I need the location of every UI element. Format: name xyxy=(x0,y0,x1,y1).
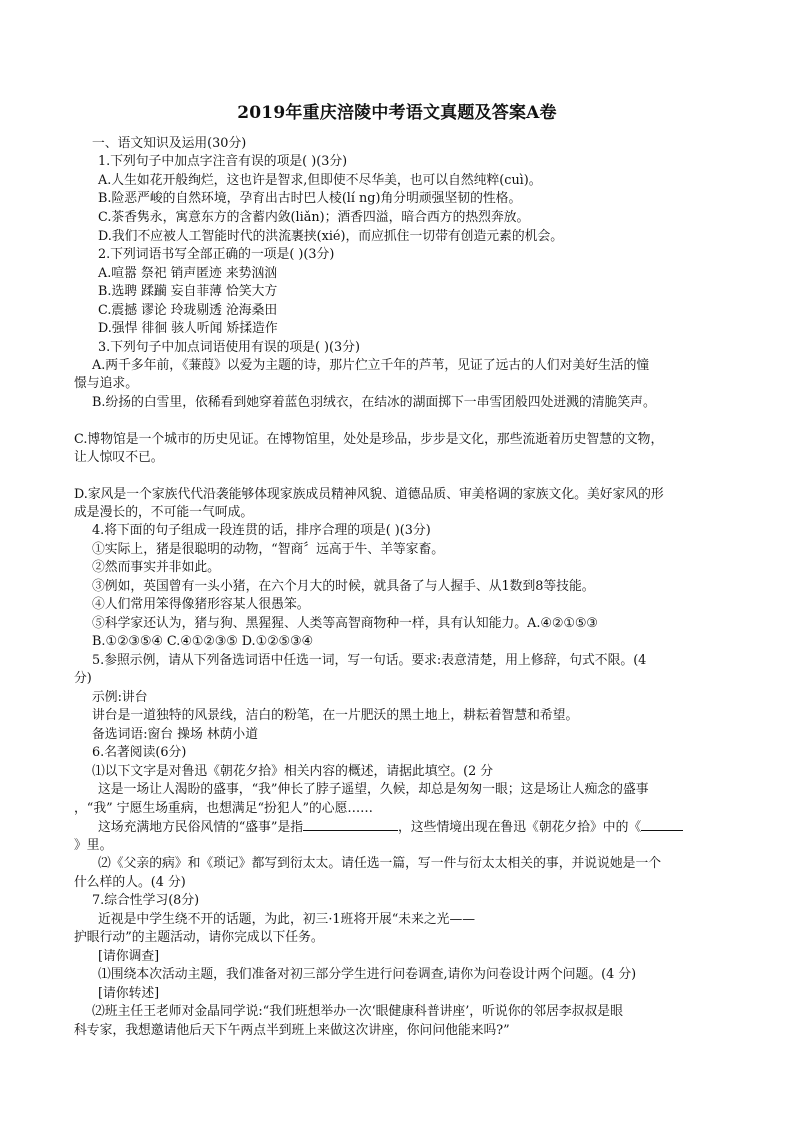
question-2-option-a: A.喧嚣 祭祀 销声匿迹 来势汹汹 xyxy=(98,266,278,281)
question-6-fill-line xyxy=(98,818,683,837)
question-5-word-choices: 备选词语:窗台 操场 林荫小道 xyxy=(92,727,259,742)
section-heading: 一、语文知识及运用(30分) xyxy=(92,136,247,151)
question-3-option-b: B.纷扬的白雪里，依稀看到她穿着蓝色羽绒衣，在结冰的湖面掷下一串雪团般四处迸溅的清脆笑声。 xyxy=(92,395,656,410)
question-4-sentence-5: ⑤科学家还认为，猪与狗、黑猩猩、人类等高智商物种一样，具有认知能力。A.④②①⑤③ xyxy=(92,616,598,631)
question-6-fill-line-end: 》里。 xyxy=(74,838,113,853)
question-3-option-a-cont: 憬与追求。 xyxy=(74,376,138,391)
question-2-option-c: C.震撼 谬论 玲珑剔透 沧海桑田 xyxy=(98,303,278,318)
question-3-option-d-cont: 成是漫长的，不可能一气呵成。 xyxy=(74,505,254,520)
question-3-stem: 3.下列句子中加点词语使用有误的项是( )(3分) xyxy=(98,340,360,355)
question-2-option-b: B.选聘 蹂躏 妄自菲薄 恰笑大方 xyxy=(98,284,278,299)
question-3-option-a: A.两千多年前，《蒹葭》以爱为主题的诗，那片伫立千年的芦苇，见证了远古的人们对美好生活的憧 xyxy=(92,358,650,373)
question-5-stem: 5.参照示例，请从下列备选词语中任选一词，写一句话。要求:表意清楚，用上修辞，句式不限。(4 xyxy=(92,653,647,668)
question-4-sentence-1: ①实际上，猪是很聪明的动物，“智商〞远高于牛、羊等家畜。 xyxy=(92,542,445,557)
question-7-survey-task: ⑴围绕本次活动主题，我们准备对初三部分学生进行问卷调查,请你为问卷设计两个问题。(4 分) xyxy=(98,967,637,982)
question-6-stem: 6.名著阅读(6分) xyxy=(92,745,187,760)
question-7-relay-label: [请你转述] xyxy=(98,986,160,1001)
question-1-option-d: D.我们不应被人工智能时代的洪流裹挟(xié)，而应抓住一切带有创造元素的机会。 xyxy=(98,229,564,244)
question-5-stem-cont: 分) xyxy=(74,671,92,686)
question-4-options: B.①②③⑤④ C.④①②③⑤ D.①②⑤③④ xyxy=(92,634,313,649)
question-5-example-label: 示例:讲台 xyxy=(92,690,148,705)
question-7-survey-label: [请你调查] xyxy=(98,949,160,964)
question-4-stem: 4.将下面的句子组成一段连贯的话，排序合理的项是( )(3分) xyxy=(92,523,431,538)
answer-blank-2[interactable] xyxy=(641,818,683,831)
question-4-sentence-3: ③例如，英国曾有一头小猪，在六个月大的时候，就具备了与人握手、从1数到8等技能。 xyxy=(92,579,595,594)
question-6-passage-line-1: 这是一场让人渴盼的盛事，“我”伸长了脖子遥望，久候，却总是匆匆一眼；这是场让人痴念的盛事 xyxy=(98,782,649,797)
question-2-stem: 2.下列词语书写全部正确的一项是( )(3分) xyxy=(98,247,335,262)
question-7-relay-task-cont: 科专家，我想邀请他后天下午两点半到班上来做这次讲座，你问问他能来吗?” xyxy=(74,1023,510,1038)
question-3-option-d: D.家风是一个家族代代沿袭能够体现家族成员精神风貌、道德品质、审美格调的家族文化。美好家风的形 xyxy=(74,487,664,502)
question-6-passage-line-2: ，“我” 宁愿生场重病，也想满足“扮犯人”的心愿…… xyxy=(74,801,373,816)
question-1-option-b: B.险恶严峻的自然环境，孕育出古时巴人棱(lí ng)角分明顽强坚韧的性格。 xyxy=(98,191,522,206)
question-6-part-2: ⑵《父亲的病》和《琐记》都写到衍太太。请任选一篇，写一件与衍太太相关的事，并说说她是一个 xyxy=(98,856,662,871)
fill-prefix-text: 这场充满地方民俗风情的“盛事”是指 xyxy=(98,820,304,835)
document-title: 2019年重庆涪陵中考语文真题及答案A卷 xyxy=(237,103,557,123)
answer-blank-1[interactable] xyxy=(303,818,398,831)
question-7-relay-task: ⑵班主任王老师对金晶同学说:“我们班想举办一次‘眼健康科普讲座’，听说你的邻居李叔叔是眼 xyxy=(92,1004,623,1019)
question-5-example-text: 讲台是一道独特的风景线，洁白的粉笔，在一片肥沃的黑土地上，耕耘着智慧和希望。 xyxy=(92,708,579,723)
question-1-stem: 1.下列句子中加点字注音有误的项是( )(3分) xyxy=(98,154,348,169)
question-7-intro-cont: 护眼行动”的主题活动，请你完成以下任务。 xyxy=(74,930,324,945)
question-3-option-c-cont: 让人惊叹不已。 xyxy=(74,450,164,465)
question-6-part-1: ⑴以下文字是对鲁迅《朝花夕拾》相关内容的概述，请据此填空。(2 分 xyxy=(92,764,494,779)
question-4-sentence-2: ②然而事实并非如此。 xyxy=(92,560,220,575)
fill-middle-text: ，这些情境出现在鲁迅《朝花夕拾》中的《 xyxy=(398,820,642,835)
question-1-option-a: A.人生如花开般绚烂，这也许是智求,但即使不尽华美，也可以自然纯粹(cuì)。 xyxy=(98,173,542,188)
question-3-option-c: C.博物馆是一个城市的历史见证。在博物馆里，处处是珍品，步步是文化，那些流逝着历史智慧的文物， xyxy=(74,432,664,447)
question-7-intro: 近视是中学生绕不开的话题，为此，初三·1班将开展“未来之光—— xyxy=(98,912,476,927)
question-7-stem: 7.综合性学习(8分) xyxy=(92,893,200,908)
question-1-option-c: C.茶香隽永，寓意东方的含蓄内敛(liǎn)；酒香四溢，暗合西方的热烈奔放。 xyxy=(98,210,530,225)
question-6-part-2-cont: 什么样的人。(4 分) xyxy=(74,875,186,890)
question-4-sentence-4: ④人们常用笨得像猪形容某人很愚笨。 xyxy=(92,597,310,612)
question-2-option-d: D.强悍 徘徊 骇人听闻 矫揉造作 xyxy=(98,321,278,336)
